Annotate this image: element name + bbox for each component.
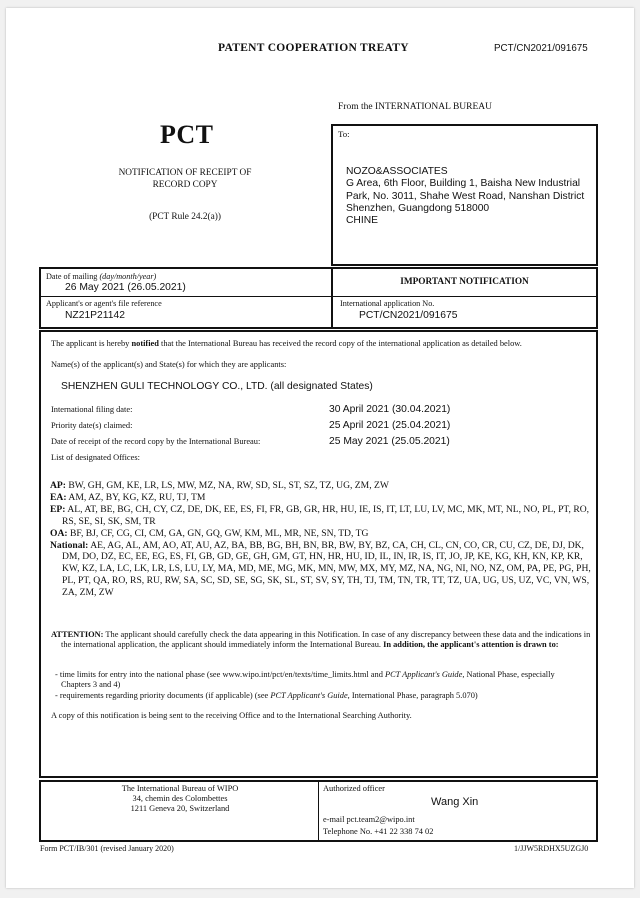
priority-date-label: Priority date(s) claimed: [51, 421, 133, 430]
receipt-date-value: 25 May 2021 (25.05.2021) [329, 436, 450, 447]
pct-heading: PCT [160, 120, 214, 149]
mailing-date-format: (day/month/year) [99, 272, 157, 281]
mailing-date-label [46, 272, 156, 282]
bureau-line: The International Bureau of WIPO [121, 784, 239, 793]
office-entry: EP: AL, AT, BE, BG, CH, CY, CZ, DE, DK, EE, ES, FI, FR, GB, GR, HR, HU, IE, IS, IT, LT, LU, LV, MC, MK, MT, NL, NO, PL, PT, RO, RS, SE, SI, SK, SM, TR [50, 503, 590, 527]
bureau-address [45, 784, 315, 814]
copy-note: A copy of this notification is being sent to the receiving Office and to the International Searching Authority. [51, 711, 412, 720]
header-application-number: PCT/CN2021/091675 [494, 43, 588, 54]
applicant-names-label: Name(s) of the applicant(s) and State(s) for which they are applicants: [51, 360, 287, 369]
attention-paragraph [51, 630, 593, 651]
attention-bold: In addition, the applicant's attention is drawn to: [383, 640, 559, 650]
intl-application-value: PCT/CN2021/091675 [359, 310, 458, 321]
authorized-officer-label: Authorized officer [323, 784, 385, 793]
notification-title-line2: RECORD COPY [152, 180, 218, 190]
notice-text: The applicant is hereby [51, 339, 130, 348]
intl-application-label: International application No. [340, 299, 435, 308]
addressee-line: Shenzhen, Guangdong 518000 [346, 202, 490, 214]
office-entry: OA: BF, BJ, CF, CG, CI, CM, GA, GN, GQ, GW, KM, ML, MR, NE, SN, TD, TG [50, 527, 369, 539]
office-entry: EA: AM, AZ, BY, KG, KZ, RU, TJ, TM [50, 491, 206, 503]
document-page [6, 8, 634, 888]
mailing-info-box [39, 267, 598, 329]
officer-email: e-mail pct.team2@wipo.int [323, 815, 415, 824]
document-code: 1/JJW5RDHX5UZGJ0 [514, 844, 589, 853]
addressee-line: NOZO&ASSOCIATES [346, 166, 448, 177]
form-number: Form PCT/IB/301 (revised January 2020) [40, 844, 174, 853]
file-reference-value: NZ21P21142 [65, 310, 125, 321]
bullet-time-limits: - time limits for entry into the national phase (see www.wipo.int/pct/en/texts/time_limits.html and PCT Applicant's Guide, National Phase, especially Chapters 3 and 4) [55, 670, 555, 690]
filing-date-label: International filing date: [51, 405, 133, 414]
filing-date-value: 30 April 2021 (30.04.2021) [329, 404, 451, 415]
attention-label: ATTENTION: [51, 630, 104, 639]
notification-title [90, 167, 280, 191]
designated-offices-list [50, 480, 602, 599]
notice-text-rest: that the International Bureau has received the record copy of the international application as detailed below. [161, 339, 522, 348]
pct-rule: (PCT Rule 24.2(a)) [149, 212, 221, 222]
to-label: To: [338, 129, 350, 139]
notice-paragraph [51, 339, 596, 349]
file-reference-label: Applicant's or agent's file reference [46, 299, 162, 308]
bureau-line: 34, chemin des Colombettes [132, 794, 228, 803]
applicant-name: SHENZHEN GULI TECHNOLOGY CO., LTD. (all designated States) [61, 381, 373, 392]
addressee-line: CHINE [346, 215, 379, 227]
attention-text: The applicant should carefully check the data appearing in this Notification. In case of any discrepancy between these data and the indications in the international application, the applicant should immediately inform the International Bureau. [61, 630, 591, 650]
attention-bullets [51, 670, 581, 701]
mailing-date-value: 26 May 2021 (26.05.2021) [65, 282, 186, 293]
bureau-line: 1211 Geneva 20, Switzerland [130, 804, 230, 813]
authorized-officer-name: Wang Xin [431, 796, 479, 808]
officer-telephone: Telephone No. +41 22 338 74 02 [323, 827, 434, 836]
mailing-date-label-text: Date of mailing [46, 272, 98, 281]
designated-offices-label: List of designated Offices: [51, 453, 140, 462]
addressee-box [331, 124, 598, 266]
treaty-title: PATENT COOPERATION TREATY [218, 42, 409, 54]
office-entry: National: AE, AG, AL, AM, AO, AT, AU, AZ, BA, BB, BG, BH, BN, BR, BW, BY, BZ, CA, CH, CL, CN, CO, CR, CU, CZ, DE, DJ, DK, DM, DO, DZ, EC, EE, EG, ES, FI, GB, GD, GE, GH, GM, GT, HN, HR, HU, ID, IL, IN, IR, IS, IT, JO, JP, KE, KG, KH, KN, KP, KR, KW, KZ, LA, LC, LK, LR, LS, LU, LY, MA, MD, ME, MG, MK, MN, MW, MX, MY, MZ, NA, NG, NI, NO, NZ, OM, PA, PE, PG, PH, PL, PT, QA, RO, RS, RU, RW, SA, SC, SD, SE, SG, SK, SL, ST, SV, SY, TH, TJ, TM, TN, TR, TT, TZ, UA, UG, US, UZ, VC, VN, WS, ZA, ZM, ZW [50, 539, 591, 599]
receipt-date-label: Date of receipt of the record copy by the International Bureau: [51, 437, 261, 446]
notice-bold: notified [131, 339, 159, 348]
footer-box [39, 780, 598, 842]
office-entry: AP: BW, GH, GM, KE, LR, LS, MW, MZ, NA, RW, SD, SL, ST, SZ, TZ, UG, ZM, ZW [50, 480, 389, 491]
notification-title-line1: NOTIFICATION OF RECEIPT OF [118, 168, 252, 178]
from-line: From the INTERNATIONAL BUREAU [338, 102, 493, 112]
addressee-line: Park, No. 3011, Shahe West Road, Nanshan District [346, 190, 585, 202]
addressee-line: G Area, 6th Floor, Building 1, Baisha New Industrial [346, 178, 581, 190]
bullet-priority-docs: - requirements regarding priority documents (if applicable) (see PCT Applicant's Guide, International Phase, paragraph 5.070) [55, 690, 478, 700]
addressee-lines [346, 166, 596, 227]
priority-date-value: 25 April 2021 (25.04.2021) [329, 420, 451, 431]
important-notification: IMPORTANT NOTIFICATION [400, 277, 529, 287]
